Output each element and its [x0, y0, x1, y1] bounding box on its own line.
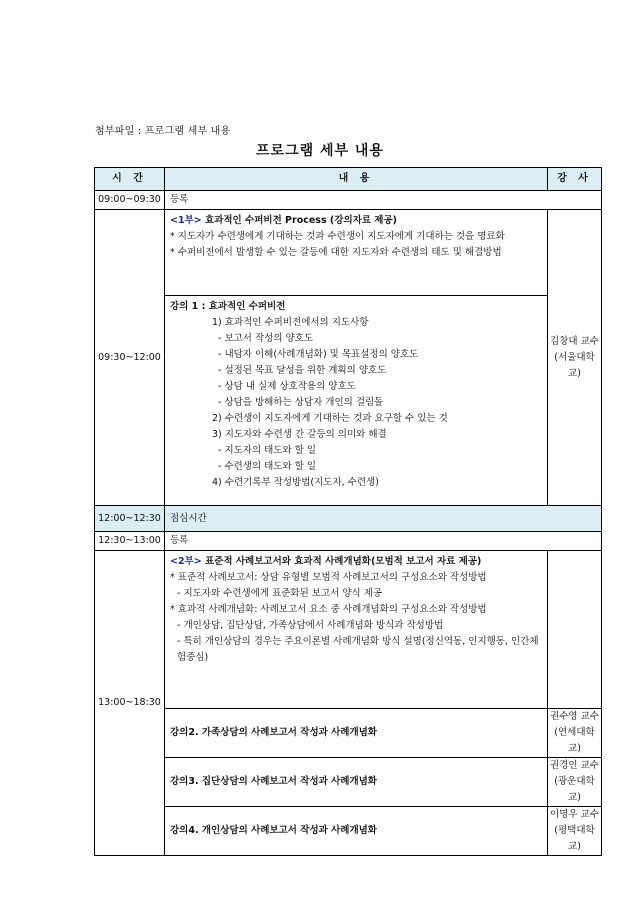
lecture-3-row [95, 758, 602, 807]
registration-row-1 [95, 191, 602, 210]
session-2-intro-row [95, 551, 602, 709]
session-1-lecture-row [95, 296, 602, 506]
lecture-2-row [95, 709, 602, 758]
lecture-1-item: - 수련생의 태도와 할 일 [218, 461, 317, 472]
lecture-4-instructor [548, 807, 602, 856]
instructor-affiliation: (광운대학교) [554, 776, 595, 803]
session-1-lecture [165, 296, 548, 506]
session-1-intro [165, 210, 548, 296]
session-1-part-title: 효과적인 수퍼비전 Process (강의자료 제공) [201, 215, 397, 226]
instructor-name: 이명우 교수 [550, 809, 599, 820]
session-1-part-heading [170, 213, 541, 229]
lecture-1-title: 강의 1 : 효과적인 수퍼비전 [170, 301, 286, 312]
instructor-name: 권경인 교수 [550, 760, 599, 771]
instructor-affiliation: (평택대학교) [554, 825, 595, 852]
session-2-part-tag: <2부> [170, 556, 202, 567]
lecture-2-title: 강의2. 가족상담의 사례보고서 작성과 사례개념화 [165, 709, 548, 758]
session-2-bullet: * 표준적 사례보고서: 상담 유형별 모범적 사례보고서의 구성요소와 작성방법 [170, 572, 487, 583]
session-1-intro-row [95, 210, 602, 296]
lecture-1-item: - 설정된 목표 달성을 위한 계획의 양호도 [218, 365, 387, 376]
instructor-affiliation: (서울대학교) [554, 351, 595, 379]
registration-1-time: 09:00~09:30 [95, 191, 165, 210]
session-1-time: 09:30~12:00 [95, 210, 165, 506]
header-row [95, 168, 602, 191]
lecture-1-item: - 보고서 작성의 양호도 [218, 333, 314, 344]
lunch-row [95, 506, 602, 532]
session-2-subitem: - 특히 개인상담의 경우는 주요이론별 사례개념화 방식 설명(정신역동, 인지행동, 인간체험중심) [177, 636, 539, 663]
session-1-bullet: * 지도자가 수련생에게 기대하는 것과 수련생이 지도자에게 기대하는 것을 명료화 [170, 231, 505, 242]
lecture-1-item: - 지도자의 태도와 할 일 [218, 445, 317, 456]
session-1-instructor [548, 210, 602, 506]
lecture-1-item: - 상담을 방해하는 상담자 개인의 걸림돌 [218, 397, 384, 408]
attachment-label: 첨부파일 : 프로그램 세부 내용 [95, 126, 231, 137]
header-instructor: 강 사 [548, 168, 602, 191]
session-2-subitem: - 개인상담, 집단상담, 가족상담에서 사례개념화 방식과 작성방법 [177, 620, 444, 631]
lecture-3-title: 강의3. 집단상담의 사례보고서 작성과 사례개념화 [165, 758, 548, 807]
lecture-2-instructor [548, 709, 602, 758]
document-title: 프로그램 세부 내용 [256, 143, 384, 159]
session-2-intro [165, 551, 548, 709]
registration-2-time: 12:30~13:00 [95, 532, 165, 551]
lecture-1-item: - 상담 내 실제 상호작용의 양호도 [218, 381, 356, 392]
header-time: 시 간 [95, 168, 165, 191]
instructor-name: 권수영 교수 [550, 711, 599, 722]
session-2-instructor-empty [548, 551, 602, 709]
lecture-1-item: - 내담자 이해(사례개념화) 및 목표설정의 양호도 [218, 349, 419, 360]
lecture-1-item: 4) 수련기록부 작성방법(지도자, 수련생) [212, 477, 379, 488]
instructor-affiliation: (연세대학교) [554, 727, 595, 754]
lecture-1-item: 2) 수련생이 지도자에게 기대하는 것과 요구할 수 있는 것 [212, 413, 448, 424]
schedule-table [94, 167, 602, 856]
registration-row-2 [95, 532, 602, 551]
lecture-1-item: 3) 지도자와 수련생 간 갈등의 의미와 해결 [212, 429, 387, 440]
session-2-subitem: - 지도자와 수련생에게 표준화된 보고서 양식 제공 [177, 588, 383, 599]
session-2-part-title: 표준적 사례보고서와 효과적 사례개념화(모범적 보고서 자료 제공) [201, 556, 482, 567]
lunch-label: 점심시간 [165, 506, 602, 532]
lecture-3-instructor [548, 758, 602, 807]
registration-2-label: 등록 [165, 532, 602, 551]
session-1-bullet: * 수퍼비전에서 발생할 수 있는 갈등에 대한 지도자와 수련생의 태도 및 해결방법 [170, 247, 502, 258]
lunch-time: 12:00~12:30 [95, 506, 165, 532]
lecture-4-title: 강의4. 개인상담의 사례보고서 작성과 사례개념화 [165, 807, 548, 856]
session-2-bullet: * 효과적 사례개념화: 사례보고서 요소 중 사례개념화의 구성요소와 작성방법 [170, 604, 487, 615]
session-1-part-tag: <1부> [170, 215, 202, 226]
header-content: 내 용 [165, 168, 548, 191]
session-2-part-heading [170, 554, 541, 570]
lecture-1-item: 1) 효과적인 수퍼비전에서의 지도사항 [212, 317, 369, 328]
lecture-4-row [95, 807, 602, 856]
registration-1-label: 등록 [165, 191, 602, 210]
instructor-name: 김창대 교수 [550, 335, 599, 347]
session-2-time: 13:00~18:30 [95, 551, 165, 856]
